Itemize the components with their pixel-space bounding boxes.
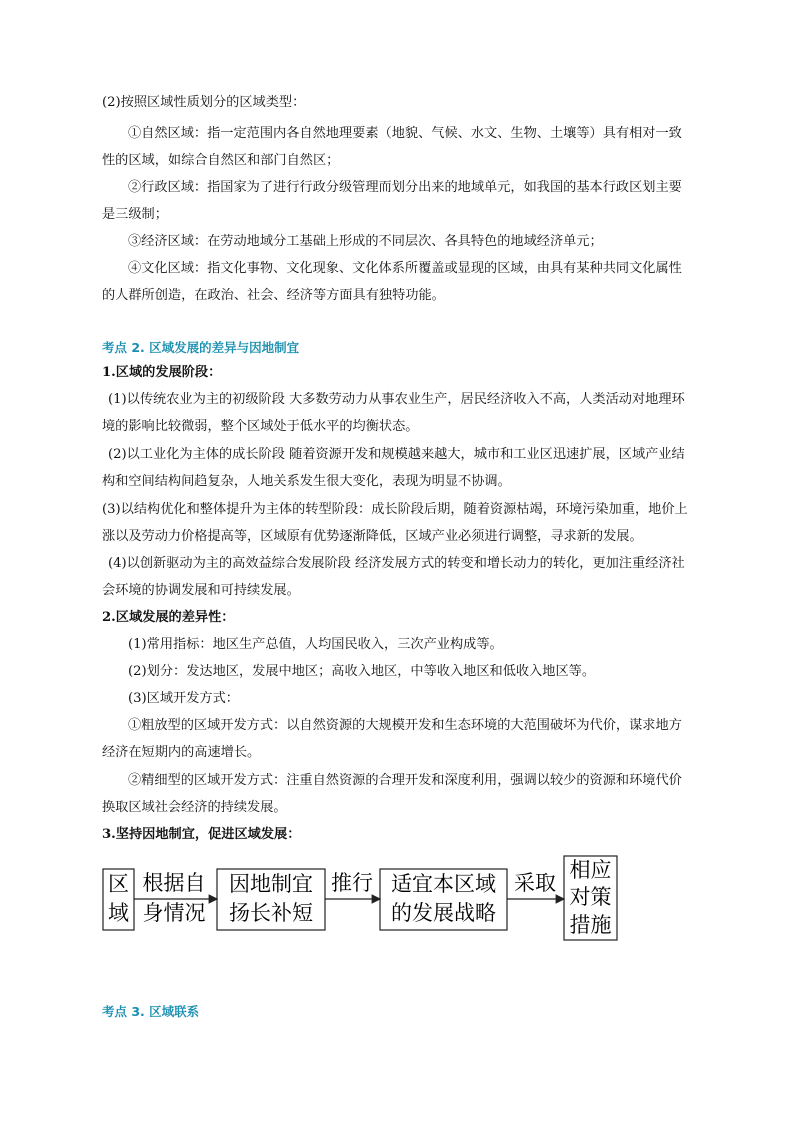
adapt-box-line1: 因地制宜 bbox=[229, 872, 313, 896]
measures-box-line2: 对策 bbox=[569, 885, 612, 909]
subsection-title: (2)按照区域性质划分的区域类型： bbox=[102, 95, 306, 110]
stage3-line1: (3)以结构优化和整体提升为主体的转型阶段：成长阶段后期，随着资源枯竭，环境污染加重，地价上 bbox=[102, 502, 688, 517]
extensive-mode-line2: 经济在短期内的高速增长。 bbox=[102, 745, 261, 760]
measures-box-line3: 措施 bbox=[569, 913, 612, 937]
stage1-line1: (1)以传统农业为主的初级阶段 大多数劳动力从事农业生产，居民经济收入不高，人类活动对地理环 bbox=[108, 392, 685, 407]
adapt-local-title: 3.坚持因地制宜，促进区域发展： bbox=[102, 827, 301, 842]
arrow-1-label-top: 根据自 bbox=[142, 871, 206, 895]
arrow-1-label-bottom: 身情况 bbox=[142, 901, 206, 925]
stage2-line2: 构和空间结构间趋复杂，人地关系发生很大变化，表现为明显不协调。 bbox=[102, 474, 511, 489]
region-box-char2: 域 bbox=[108, 901, 129, 925]
cultural-region-line2: 的人群所创造，在政治、社会、经济等方面具有独特功能。 bbox=[102, 288, 445, 303]
admin-region-line2: 是三级制； bbox=[102, 207, 168, 222]
development-modes-title: (3)区域开发方式： bbox=[128, 691, 239, 706]
strategy-box-line1: 适宜本区域 bbox=[391, 872, 496, 896]
natural-region-line2: 性的区域，如综合自然区和部门自然区； bbox=[102, 153, 340, 168]
cultural-region-line1: ④文化区域：指文化事物、文化现象、文化体系所覆盖或显现的区域，由具有某种共同文化属性 bbox=[128, 261, 682, 276]
extensive-mode-line1: ①粗放型的区域开发方式：以自然资源的大规模开发和生态环境的大范围破坏为代价，谋求地方 bbox=[128, 718, 682, 733]
measures-box-line1: 相应 bbox=[569, 858, 612, 882]
natural-region-line1: ①自然区域：指一定范围内各自然地理要素（地貌、气候、水文、生物、土壤等）具有相对一致 bbox=[128, 126, 682, 141]
stages-title: 1.区域的发展阶段： bbox=[102, 365, 222, 380]
section-heading-2: 考点 2. 区域发展的差异与因地制宜 bbox=[102, 340, 300, 355]
economic-region-line: ③经济区域：在劳动地域分工基础上形成的不同层次、各具特色的地域经济单元； bbox=[128, 234, 603, 249]
stage3-line2: 涨以及劳动力价格提高等，区域原有优势逐渐降低，区域产业必须进行调整，寻求新的发展。 bbox=[102, 529, 643, 544]
stage1-line2: 境的影响比较微弱，整个区域处于低水平的均衡状态。 bbox=[102, 419, 419, 434]
intensive-mode-line2: 换取区域社会经济的持续发展。 bbox=[102, 800, 287, 815]
stage2-line1: (2)以工业化为主体的成长阶段 随着资源开发和规模越来越大，城市和工业区迅速扩展，区域产业结 bbox=[108, 447, 685, 462]
classification-line: (2)划分：发达地区，发展中地区；高收入地区，中等收入地区和低收入地区等。 bbox=[128, 664, 596, 679]
admin-region-line1: ②行政区域：指国家为了进行行政分级管理而划分出来的地域单元，如我国的基本行政区划主要 bbox=[128, 180, 682, 195]
adapt-box-line2: 扬长补短 bbox=[229, 901, 313, 925]
development-flow-diagram bbox=[0, 852, 794, 952]
stage4-line2: 会环境的协调发展和可持续发展。 bbox=[102, 583, 300, 598]
arrow-2-label: 推行 bbox=[331, 871, 373, 895]
region-box-char1: 区 bbox=[108, 872, 129, 896]
stage4-line1: (4)以创新驱动为主的高效益综合发展阶段 经济发展方式的转变和增长动力的转化，更加注重经济社 bbox=[108, 556, 685, 571]
strategy-box-line2: 的发展战略 bbox=[391, 901, 496, 925]
indicators-line: (1)常用指标：地区生产总值，人均国民收入，三次产业构成等。 bbox=[128, 637, 503, 652]
section-heading-3: 考点 3. 区域联系 bbox=[102, 1004, 200, 1019]
differences-title: 2.区域发展的差异性： bbox=[102, 610, 235, 625]
arrow-3-label: 采取 bbox=[514, 871, 556, 895]
intensive-mode-line1: ②精细型的区域开发方式：注重自然资源的合理开发和深度利用，强调以较少的资源和环境代价 bbox=[128, 773, 682, 788]
